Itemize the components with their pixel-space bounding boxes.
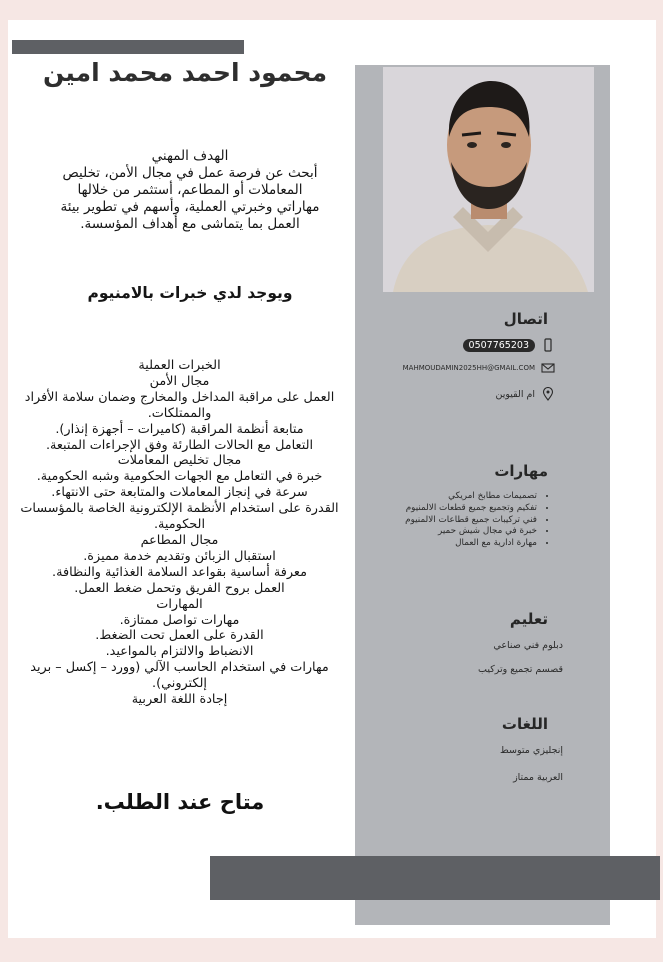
- languages-title: اللغات: [501, 715, 548, 733]
- contact-location: [335, 386, 555, 402]
- experience-line: الخبرات العملية: [138, 358, 221, 373]
- aluminium-experience-note: ويوجد لدي خبرات بالامنيوم: [87, 284, 293, 302]
- experience-line: القدرة على العمل تحت الضغط.: [95, 628, 264, 644]
- language-item: العربية ممتاز: [513, 772, 563, 783]
- phone-number[interactable]: 0507765203: [463, 339, 535, 352]
- education-item: قصسم تجميع وتركيب: [478, 664, 563, 675]
- contact-title: اتصال: [503, 310, 548, 328]
- objective-title: الهدف المهني: [151, 148, 229, 164]
- skill-item: • فني تركيبات جميع قطاعات الالمنيوم: [327, 515, 537, 527]
- experience-line: معرفة أساسية بقواعد السلامة الغذائية والنظافة.: [52, 564, 307, 580]
- experience-line: الانضباط والالتزام بالمواعيد.: [105, 644, 254, 660]
- skill-item: • تصميمات مطابخ امريكي: [327, 491, 537, 503]
- contact-phone: [335, 337, 555, 353]
- email-icon: [541, 361, 555, 375]
- profile-photo: [383, 67, 594, 292]
- experience-line: مهارات تواصل ممتازة.: [119, 612, 240, 628]
- experience-line: استقبال الزبائن وتقديم خدمة مميزة.: [83, 548, 276, 564]
- skill-item: • خبرة في مجال شيش حمير: [327, 526, 537, 538]
- experience-line: العمل على مراقبة المداخل والمخارج وضمان سلامة الأفراد والممتلكات.: [24, 389, 335, 421]
- experience-line: مجال تخليص المعاملات: [117, 453, 242, 469]
- experience-line: مهارات في استخدام الحاسب الآلي (وورد – إكسل – بريد إلكتروني).: [30, 660, 329, 692]
- availability-note: متاح عند الطلب.: [95, 790, 265, 814]
- skills-list: [327, 491, 551, 550]
- experience-line: خبرة في التعامل مع الجهات الحكومية وشبه الحكومية.: [36, 469, 323, 485]
- candidate-name: محمود احمد محمد امين: [42, 58, 328, 87]
- experience-line: مجال الأمن: [149, 373, 210, 389]
- skills-title: مهارات: [494, 462, 548, 480]
- skill-item: • تفكيم وتجميع جميع قطعات الالمنيوم: [327, 503, 537, 515]
- experience-line: سرعة في إنجاز المعاملات والمتابعة حتى الانتهاء.: [51, 485, 308, 501]
- profile-photo-illustration: [383, 67, 594, 292]
- experience-line: مجال المطاعم: [140, 532, 219, 548]
- education-item: دبلوم فني صناعي: [493, 640, 563, 651]
- location-text: ام القيوين: [495, 388, 535, 400]
- work-experience: [12, 358, 347, 708]
- education-title: تعليم: [509, 610, 548, 628]
- location-pin-icon: [541, 387, 555, 401]
- experience-line: العمل بروح الفريق وتحمل ضغط العمل.: [74, 580, 285, 596]
- language-item: إنجليزي متوسط: [500, 745, 563, 756]
- career-objective: [60, 148, 320, 233]
- experience-line: القدرة على استخدام الأنظمة الإلكترونية الخاصة بالمؤسسات الحكومية.: [20, 501, 339, 533]
- top-decor-bar: [12, 40, 244, 54]
- email-address[interactable]: MAHMOUDAMIN2025HH@GMAIL.COM: [402, 364, 535, 372]
- experience-line: التعامل مع الحالات الطارئة وفق الإجراءات المتبعة.: [45, 437, 314, 453]
- experience-line: متابعة أنظمة المراقبة (كاميرات – أجهزة إنذار).: [55, 421, 304, 437]
- experience-line: إجادة اللغة العربية: [131, 692, 228, 708]
- contact-email: [335, 360, 555, 376]
- experience-line: المهارات: [156, 596, 203, 612]
- phone-icon: [541, 338, 555, 352]
- objective-text: أبحث عن فرصة عمل في مجال الأمن، تخليص المعاملات أو المطاعم، أستثمر من خلالها مهاراتي وخبرتي العملية، وأسهم في تطوير بيئة العمل بما يتماشى مع أهداف المؤسسة.: [60, 165, 320, 232]
- skill-item: • مهارة ادارية مع العمال: [327, 538, 537, 550]
- bottom-decor-bar: [210, 856, 660, 900]
